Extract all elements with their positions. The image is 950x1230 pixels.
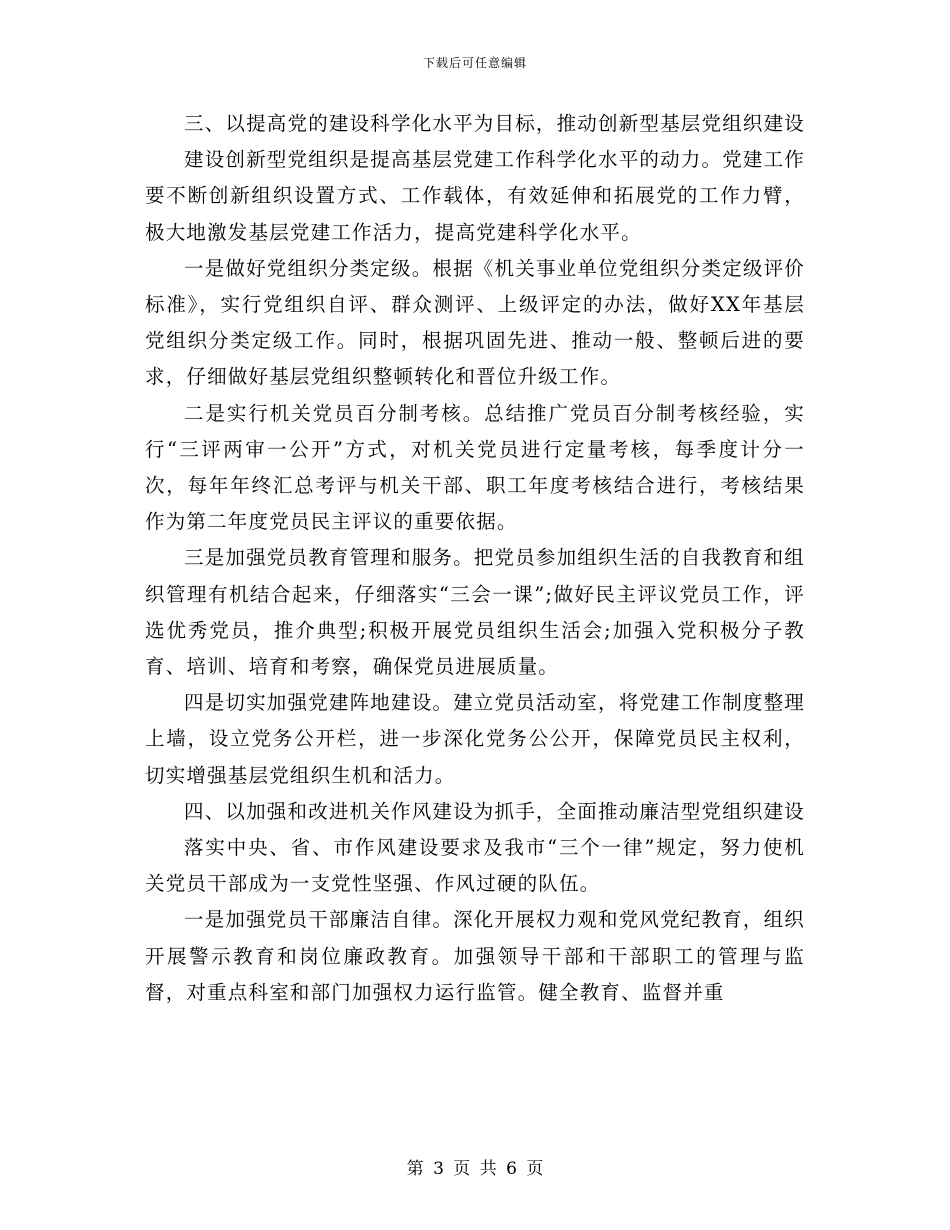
paragraph-integrity-discipline: 一是加强党员干部廉洁自律。深化开展权力观和党风党纪教育，组织开展警示教育和岗位廉政教育。加强领导干部和干部职工的管理与监督，对重点科室和部门加强权力运行监管。健全教育、监督并重 — [145, 908, 806, 1004]
paragraph-style-requirements: 落实中央、省、市作风建设要求及我市“三个一律”规定，努力使机关党员干部成为一支党性坚强、作风过硬的队伍。 — [145, 836, 805, 896]
paragraph-education-management: 三是加强党员教育管理和服务。把党员参加组织生活的自我教育和组织管理有机结合起来，仔细落实“三会一课”;做好民主评议党员工作，评选优秀党员，推介典型;积极开展党员组织生活会;加强入党积极分子教育、培训、培育和考察，确保党员进展质量。 — [145, 546, 806, 679]
paragraph-percentage-assessment: 二是实行机关党员百分制考核。总结推广党员百分制考核经验，实行“三评两审一公开”方式，对机关党员进行定量考核，每季度计分一次，每年年终汇总考评与机关干部、职工年度考核结合进行，考核结果作为第二年度党员民主评议的重要依据。 — [145, 401, 805, 534]
document-body — [145, 106, 805, 1011]
section-heading-four: 四、以加强和改进机关作风建设为抓手，全面推动廉洁型党组织建设 — [184, 799, 806, 823]
paragraph-position-building: 四是切实加强党建阵地建设。建立党员活动室，将党建工作制度整理上墙，设立党务公开栏，进一步深化党务公公开，保障党员民主权利，切实增强基层党组织生机和活力。 — [145, 691, 806, 787]
section-heading-three: 三、以提高党的建设科学化水平为目标，推动创新型基层党组织建设 — [184, 112, 806, 135]
page-header: 下载后可任意编辑 — [422, 56, 527, 70]
page-number: 第 3 页 共 6 页 — [406, 1159, 544, 1179]
paragraph-innovation-intro: 建设创新型党组织是提高基层党建工作科学化水平的动力。党建工作要不断创新组织设置方式、工作载体，有效延伸和拓展党的工作力臂，极大地激发基层党建工作活力，提高党建科学化水平。 — [145, 148, 806, 244]
paragraph-classification: 一是做好党组织分类定级。根据《机关事业单位党组织分类定级评价标准》，实行党组织自评、群众测评、上级评定的办法，做好XX年基层党组织分类定级工作。同时，根据巩固先进、推动一般、整顿后进的要求，仔细做好基层党组织整顿转化和晋位升级工作。 — [145, 256, 806, 389]
